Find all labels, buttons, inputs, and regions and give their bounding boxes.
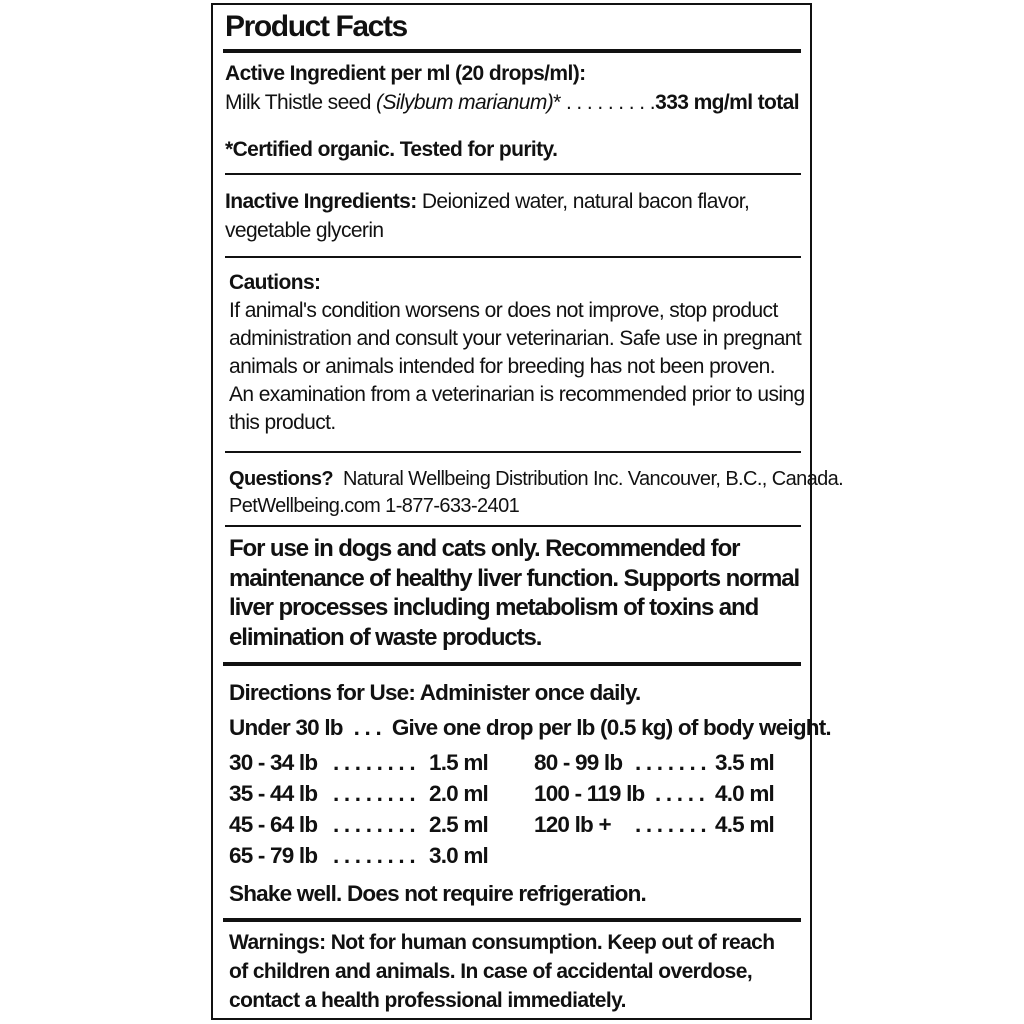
dosage-leader: . . . . . . . . <box>333 750 415 775</box>
cautions-line: animals or animals intended for breeding has not been proven. <box>229 355 775 378</box>
storage-note: Shake well. Does not require refrigeration. <box>229 881 646 906</box>
inactive-label: Inactive Ingredients: <box>225 190 417 213</box>
dosage-dose: 3.0 ml <box>429 843 488 868</box>
dosage-dose: 2.0 ml <box>429 781 488 806</box>
questions-line-1 <box>229 468 843 491</box>
under-leader: . . . <box>353 715 381 740</box>
inactive-line-1 <box>225 190 749 214</box>
ingredient-name: Milk Thistle seed <box>225 91 377 114</box>
under-weight: Under 30 lb <box>229 715 343 740</box>
questions-company: Natural Wellbeing Distribution Inc. Vancouver, B.C., Canada. <box>342 468 844 490</box>
panel-title: Product Facts <box>225 10 407 43</box>
cautions-line: administration and consult your veterinarian. Safe use in pregnant <box>229 327 802 350</box>
dosage-leader: . . . . . . . <box>635 812 706 837</box>
warnings-line-3: contact a health professional immediately. <box>229 989 626 1012</box>
dosage-leader: . . . . . . . . <box>333 843 415 868</box>
inactive-text: Deionized water, natural bacon flavor, <box>416 190 750 213</box>
dosage-leader: . . . . . . . . <box>333 781 415 806</box>
divider-2 <box>225 256 801 258</box>
usage-line: For use in dogs and cats only. Recommended for <box>229 535 740 562</box>
divider-6 <box>223 918 801 922</box>
dosage-weight: 80 - 99 lb <box>534 750 623 775</box>
warnings-label: Warnings: <box>229 931 326 954</box>
usage-line: maintenance of healthy liver function. Supports normal <box>229 564 800 592</box>
active-ingredient-row <box>225 91 655 115</box>
divider-5 <box>223 662 801 666</box>
dosage-weight: 100 - 119 lb <box>534 781 645 806</box>
questions-label: Questions? <box>229 468 334 490</box>
dosage-dose: 3.5 ml <box>715 750 774 775</box>
cautions-line: An examination from a veterinarian is recommended prior to using <box>229 383 805 406</box>
warnings-line-1 <box>229 931 775 955</box>
usage-line: elimination of waste products. <box>229 623 542 651</box>
ingredient-amount: 333 mg/ml total <box>655 91 799 114</box>
dosage-weight: 35 - 44 lb <box>229 781 318 806</box>
dosage-dose: 4.0 ml <box>715 781 774 806</box>
directions-under-row <box>229 715 831 741</box>
warnings-text: Not for human consumption. Keep out of reach <box>325 931 775 954</box>
dosage-dose: 2.5 ml <box>429 812 488 837</box>
ingredient-mark: * <box>553 91 561 114</box>
dosage-weight: 120 lb + <box>534 812 611 837</box>
questions-contact: PetWellbeing.com 1-877-633-2401 <box>229 495 520 517</box>
active-heading: Active Ingredient per ml (20 drops/ml): <box>225 62 586 85</box>
warnings-line-2: of children and animals. In case of accidental overdose, <box>229 960 753 983</box>
divider-4 <box>225 525 801 527</box>
cautions-line: this product. <box>229 411 336 434</box>
dosage-weight: 30 - 34 lb <box>229 750 318 775</box>
cautions-line: If animal's condition worsens or does not improve, stop product <box>229 299 778 322</box>
dosage-dose: 1.5 ml <box>429 750 488 775</box>
cautions-heading: Cautions: <box>229 271 321 294</box>
dosage-leader: . . . . . . . . <box>333 812 415 837</box>
ingredient-latin: (Silybum marianum) <box>376 91 554 114</box>
dosage-leader: . . . . . . . <box>635 750 706 775</box>
certified-note: *Certified organic. Tested for purity. <box>225 138 558 161</box>
usage-statement <box>229 534 809 652</box>
product-facts-panel <box>211 3 844 1020</box>
dosage-weight: 45 - 64 lb <box>229 812 318 837</box>
under-text: Give one drop per lb (0.5 kg) of body weight. <box>391 715 831 740</box>
divider-1 <box>225 173 801 175</box>
directions-heading: Directions for Use: Administer once daily. <box>229 680 641 705</box>
divider-3 <box>225 451 801 453</box>
usage-line: liver processes including metabolism of toxins and <box>229 594 759 621</box>
inactive-line-2: vegetable glycerin <box>225 219 384 242</box>
dosage-dose: 4.5 ml <box>715 812 774 837</box>
ingredient-leader: . . . . . . . . . <box>560 91 655 114</box>
dosage-weight: 65 - 79 lb <box>229 843 318 868</box>
title-divider <box>223 49 801 53</box>
dosage-leader: . . . . . <box>655 781 705 806</box>
